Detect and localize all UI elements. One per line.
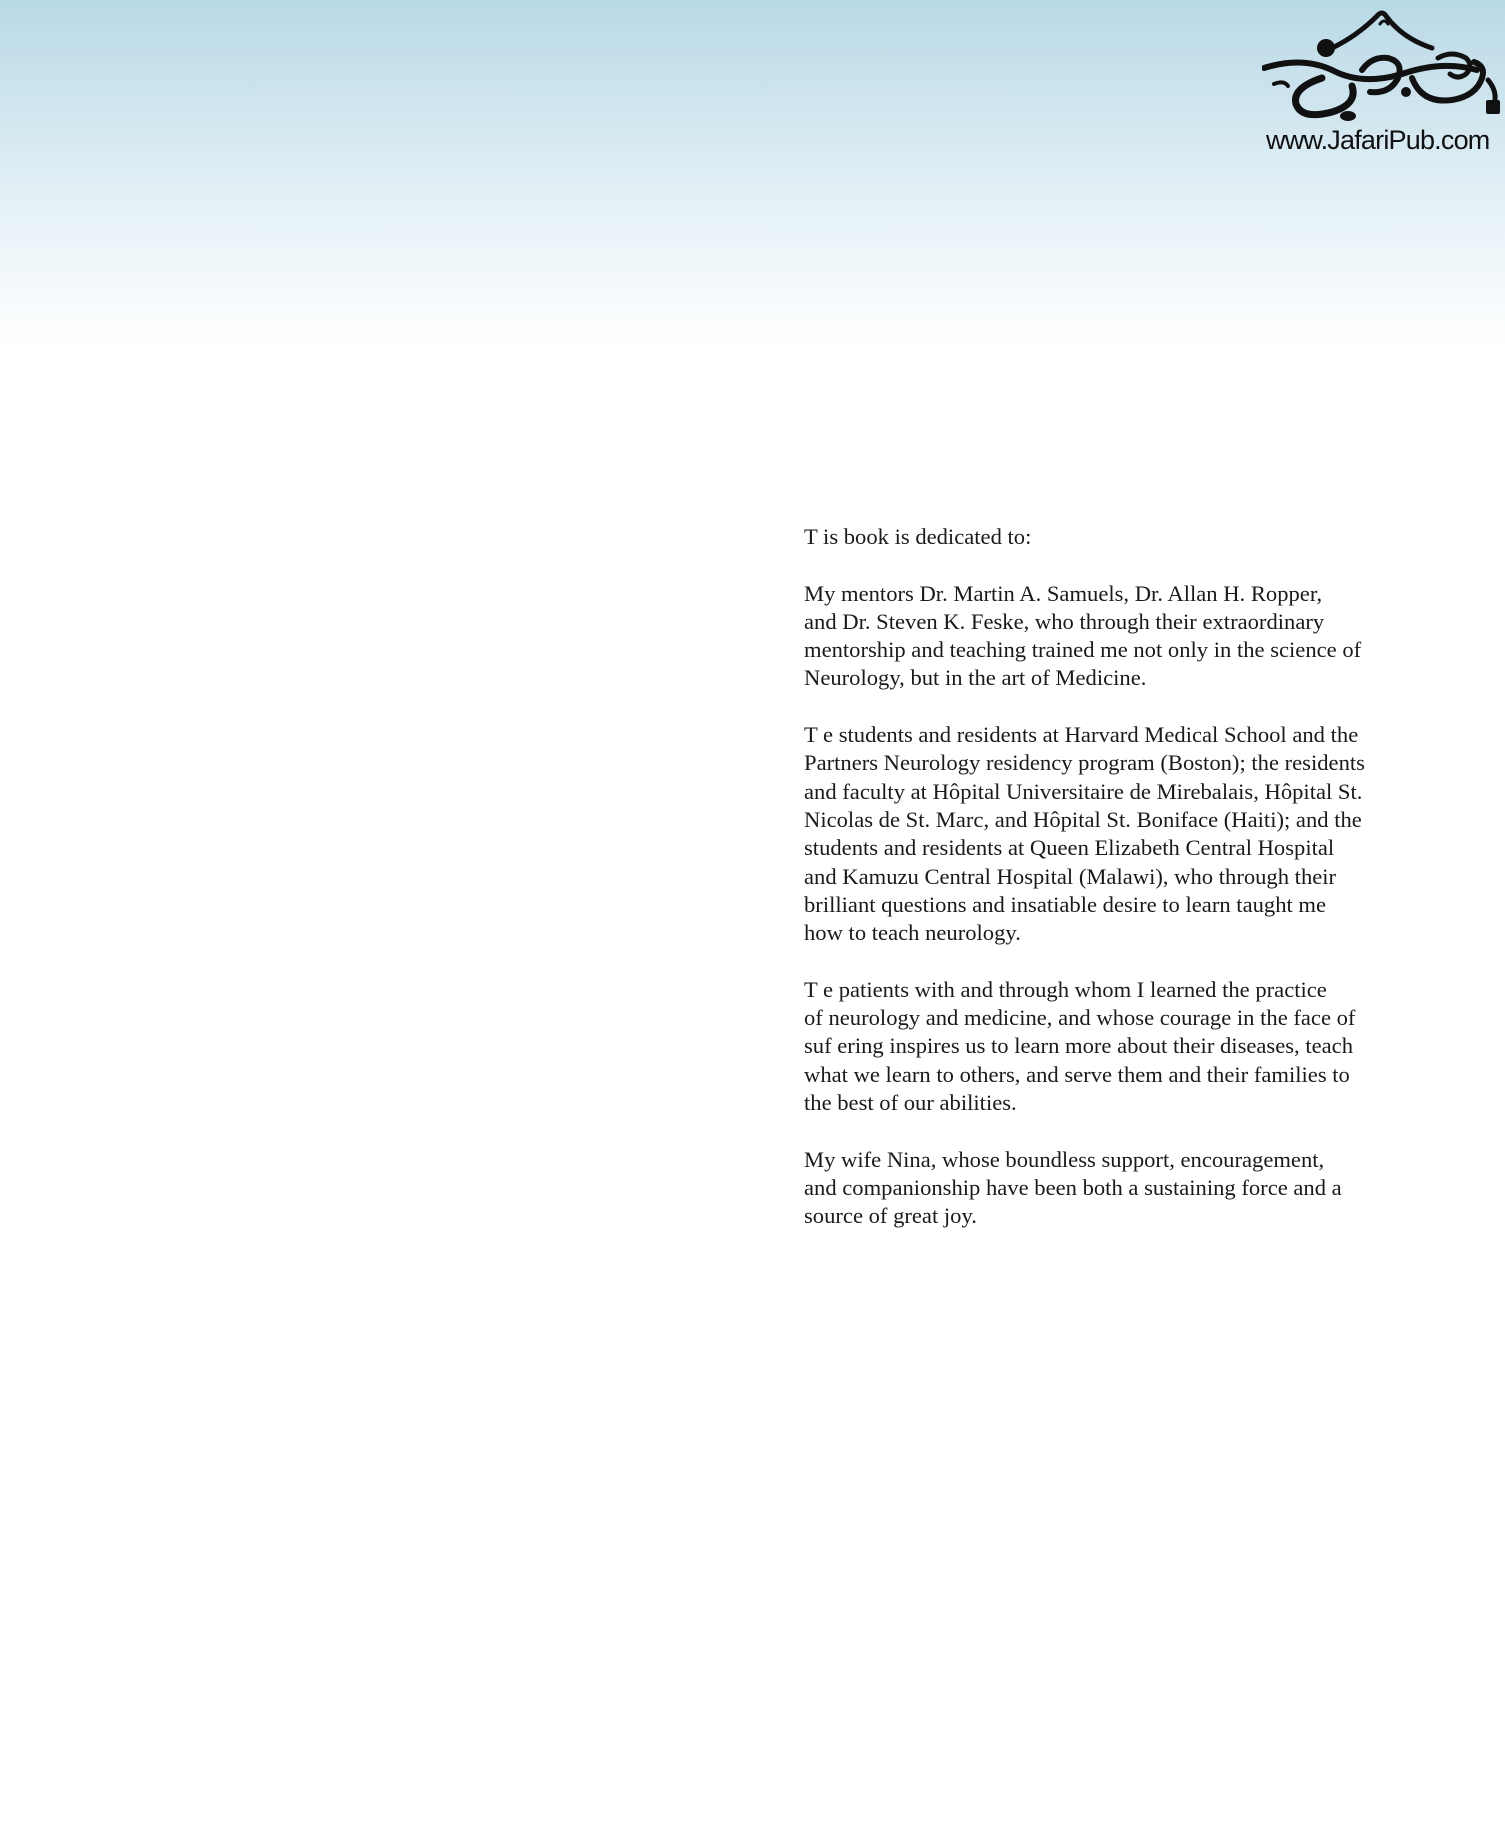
text-line: students and residents at Queen Elizabeth Central Hospital (804, 835, 1335, 861)
text-line: and faculty at Hôpital Universitaire de Mirebalais, Hôpital St. (804, 778, 1363, 804)
text-line: My wife Nina, whose boundless support, encouragement, (804, 1146, 1325, 1172)
text-line: and Dr. Steven K. Feske, who through their extraordinary (804, 608, 1325, 634)
dedication-paragraph-mentors (804, 580, 1444, 693)
text-line: mentorship and teaching trained me not only in the science of (804, 637, 1362, 663)
publisher-logo (1262, 8, 1502, 158)
text-line: My mentors Dr. Martin A. Samuels, Dr. Allan H. Ropper, (804, 580, 1323, 606)
text-line: suf ering inspires us to learn more about their diseases, teach (804, 1033, 1353, 1059)
dedication-paragraph-patients (804, 976, 1444, 1117)
dedication-text (804, 523, 1444, 1259)
dedication-paragraph-wife (804, 1146, 1444, 1231)
publisher-url: www.JafariPub.com (1266, 125, 1490, 155)
text-line: the best of our abilities. (804, 1089, 1017, 1115)
text-line: Nicolas de St. Marc, and Hôpital St. Boniface (Haiti); and the (804, 806, 1362, 832)
text-line: brilliant questions and insatiable desire to learn taught me (804, 891, 1327, 917)
dedication-intro: T is book is dedicated to: (804, 524, 1032, 549)
text-line: and Kamuzu Central Hospital (Malawi), who through their (804, 863, 1337, 889)
dedication-paragraph-students (804, 721, 1444, 947)
text-line: of neurology and medicine, and whose courage in the face of (804, 1005, 1356, 1031)
text-line: T e students and residents at Harvard Medical School and the (804, 722, 1359, 748)
calligraphy-logo-icon (1262, 8, 1502, 126)
text-line: source of great joy. (804, 1203, 977, 1229)
text-line: Neurology, but in the art of Medicine. (804, 665, 1147, 691)
text-line: what we learn to others, and serve them and their families to (804, 1061, 1350, 1087)
text-line: how to teach neurology. (804, 920, 1021, 946)
text-line: Partners Neurology residency program (Boston); the residents (804, 750, 1365, 776)
text-line: T e patients with and through whom I learned the practice (804, 976, 1327, 1002)
text-line: and companionship have been both a sustaining force and a (804, 1174, 1342, 1200)
